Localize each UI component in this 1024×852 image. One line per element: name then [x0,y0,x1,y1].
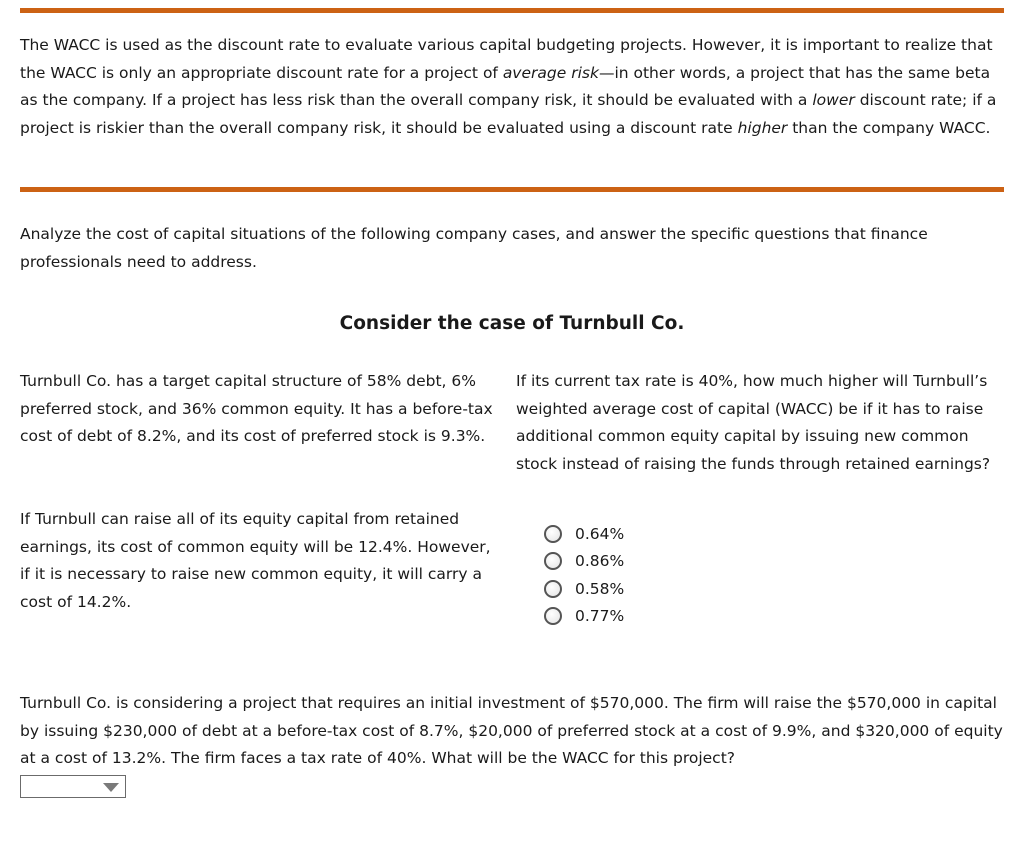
case-heading: Consider the case of Turnbull Co. [339,313,685,334]
intro-paragraph: The WACC is used as the discount rate to evaluate various capital budgeting projects. However, it is important to realize that the WACC is only an appropriate discount rate for a project of average risk—in other words, a project that has the same beta as the company. If a project has less risk than the overall company risk, it should be evaluated with a lower discount rate; if a project is riskier than the overall company risk, it should be evaluated using a discount rate higher than the company WACC. [20,36,997,137]
question1-option-3[interactable] [544,603,624,631]
option-label: 0.86% [575,552,625,571]
option-label: 0.58% [575,579,625,598]
radio-button-icon[interactable] [544,607,562,625]
question1-option-2[interactable] [544,575,624,603]
question1-text: If its current tax rate is 40%, how much higher will Turnbull’s weighted average cost of capital (WACC) be if it has to raise additional common equity capital by issuing new common stock instead of raising the funds through retained earnings? [516,372,991,473]
instructions-text: Analyze the cost of capital situations of the following company cases, and answer the specific questions that finance professionals need to address. [20,225,928,271]
question1-option-1[interactable] [544,548,624,576]
radio-button-icon[interactable] [544,552,562,570]
option-label: 0.64% [575,524,625,543]
case-equity-cost-text: If Turnbull can raise all of its equity capital from retained earnings, its cost of common equity will be 12.4%. However, if it is necessary to raise new common equity, it will carry a cost of 14.2%. [20,510,491,611]
option-label: 0.77% [575,607,625,626]
section-divider [20,187,1004,192]
case-structure-text: Turnbull Co. has a target capital structure of 58% debt, 6% preferred stock, and 36% common equity. It has a before-tax cost of debt of 8.2%, and its cost of preferred stock is 9.3%. [20,372,493,445]
radio-button-icon[interactable] [544,525,562,543]
question1-options [544,520,624,630]
triangle-down-icon[interactable] [103,783,119,792]
wacc-answer-dropdown[interactable] [20,775,126,798]
question1-option-0[interactable] [544,520,624,548]
question2-text: Turnbull Co. is considering a project that requires an initial investment of $570,000. The firm will raise the $570,000 in capital by issuing $230,000 of debt at a before-tax cost of 8.7%, $20,000 of preferred stock at a cost of 9.9%, and $320,000 of equity at a cost of 13.2%. The firm faces a tax rate of 40%. What will be the WACC for this project? [20,694,1003,767]
radio-button-icon[interactable] [544,580,562,598]
top-divider [20,8,1004,13]
